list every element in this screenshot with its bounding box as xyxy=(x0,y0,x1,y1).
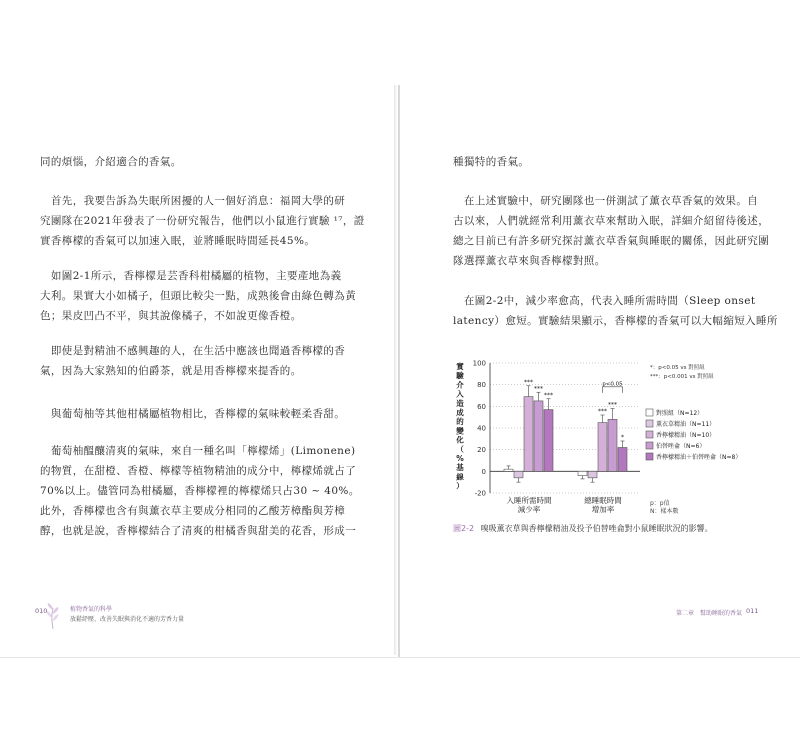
text-line: 種獨特的香氣。 xyxy=(453,156,530,168)
text-line: 的物質，在甜橙、香橙、檸檬等植物精油的成分中，檸檬烯就占了 xyxy=(40,465,357,477)
significance-mark: *** xyxy=(598,408,607,415)
significance-mark: *** xyxy=(544,391,553,399)
legend-swatch xyxy=(646,431,653,438)
right-paragraph-3 xyxy=(453,291,778,331)
y-axis-label-char: 化 xyxy=(456,435,464,445)
text-line: 首先，我要告訴為失眠所困擾的人一個好消息：福岡大學的研 xyxy=(40,195,346,207)
text-line: 葡萄柚醞釀清爽的氣味，來自一種名叫「檸檬烯」(Limonene) xyxy=(40,445,356,457)
text-line: 同的煩惱，介紹適合的香氣。 xyxy=(40,156,182,168)
left-paragraph-1 xyxy=(40,152,182,172)
y-axis-label-char: （ xyxy=(456,444,464,454)
legend-swatch xyxy=(646,453,653,460)
text-line: 與葡萄柚等其他柑橘屬植物相比，香檸檬的氣味較輕柔香甜。 xyxy=(40,408,346,420)
figure-number: 圖2-2 xyxy=(453,524,475,533)
legend-label: 香檸檬精油（N=10） xyxy=(656,432,716,439)
y-axis-label-char: % xyxy=(456,454,464,463)
page-bottom-edge xyxy=(0,657,800,658)
significance-bracket xyxy=(603,387,623,393)
y-tick-label: 80 xyxy=(477,381,486,390)
bar xyxy=(514,471,523,478)
left-paragraph-5 xyxy=(40,404,345,424)
left-paragraph-3 xyxy=(40,266,356,326)
book-subtitle: 放鬆紓壓、改善失眠與消化不適的芳香力量 xyxy=(70,616,185,623)
text-line: 70%以上。儘管同為柑橘屬，香檸檬裡的檸檬烯只占30 ~ 40%。 xyxy=(40,485,360,497)
y-axis-label-char: 驗 xyxy=(456,371,464,381)
category-label: 減少率 xyxy=(517,505,541,514)
left-paragraph-6 xyxy=(40,441,360,541)
left-page-gutter xyxy=(394,85,397,655)
y-axis-label-char: ） xyxy=(456,481,464,491)
y-axis-label-char: 的 xyxy=(456,417,464,427)
bar xyxy=(544,410,553,472)
y-axis-label-char: 介 xyxy=(456,380,464,390)
significance-mark: *** xyxy=(608,401,617,409)
category-label: 總睡眠時間 xyxy=(584,496,622,505)
right-paragraph-1 xyxy=(453,152,529,172)
bar xyxy=(608,419,617,471)
left-page-number: 010 xyxy=(35,607,48,615)
category-label: 入睡所需時間 xyxy=(506,496,552,505)
y-tick-label: 100 xyxy=(472,359,486,368)
significance-mark: *** xyxy=(534,385,543,393)
legend-label: 伯替唑侖（N=6） xyxy=(656,443,706,450)
text-line: 究團隊在2021年發表了一份研究報告，他們以小鼠進行實驗 ¹⁷，證 xyxy=(40,215,365,227)
text-line: 此外，香檸檬也含有與薰衣草主要成分相同的乙酸芳樟酯與芳樟 xyxy=(40,505,346,517)
book-title: 植物香氣的科學 xyxy=(70,606,113,613)
legend-swatch xyxy=(646,409,653,416)
text-line: 總之目前已有許多研究探討薰衣草香氣與睡眠的關係，因此研究團 xyxy=(453,235,770,247)
bar-chart xyxy=(450,355,760,520)
chart-note: N：樣本數 xyxy=(650,508,679,515)
text-line: 如圖2-1所示，香檸檬是芸香科柑橘屬的植物，主要產地為義 xyxy=(40,270,342,282)
significance-legend-item: ***：p<0.001 vs 對照組 xyxy=(650,374,714,380)
y-axis-label-char: 線 xyxy=(456,472,464,482)
right-paragraph-2 xyxy=(453,191,769,271)
left-paragraph-4 xyxy=(40,341,345,381)
legend-label: 香檸檬精油＋伯替唑侖（N=8） xyxy=(656,454,742,461)
left-paragraph-2 xyxy=(40,191,365,251)
y-tick-label: 60 xyxy=(477,402,486,411)
category-label: 增加率 xyxy=(591,505,615,514)
text-line: 醇，也就是說，香檸檬結合了清爽的柑橘香與甜美的花香，形成一 xyxy=(40,525,357,537)
y-axis-label-char: 實 xyxy=(456,362,464,371)
bar xyxy=(618,448,627,472)
text-line: 古以來，人們就經常利用薰衣草來幫助入眠，詳細介紹留待後述， xyxy=(453,215,770,227)
bracket-label: p<0.05 xyxy=(602,381,623,388)
bar xyxy=(588,471,597,478)
y-axis-label-char: 變 xyxy=(456,426,464,436)
bar xyxy=(598,423,607,472)
legend-label: 對照組（N=12） xyxy=(656,410,704,417)
y-tick-label: 40 xyxy=(477,424,486,433)
text-line: 在上述實驗中，研究團隊也一併測試了薰衣草香氣的效果。自 xyxy=(453,195,759,207)
y-axis-label-char: 成 xyxy=(456,408,464,417)
figure-caption-text: 嗅吸薰衣草與香檸檬精油及投予伯替唑侖對小鼠睡眠狀況的影響。 xyxy=(480,524,713,533)
text-line: 氣，因為大家熟知的伯爵茶，就是用香檸檬來提香的。 xyxy=(40,365,302,377)
chapter-title: 第二章 幫助睡眠的香氣 xyxy=(676,610,743,617)
significance-mark: *** xyxy=(524,378,533,386)
y-tick-label: 20 xyxy=(477,446,486,455)
text-line: 隊選擇薰衣草來與香檸檬對照。 xyxy=(453,255,606,267)
text-line: 實香檸檬的香氣可以加速入眠，並將睡眠時間延長45%。 xyxy=(40,235,316,247)
y-tick-label: -20 xyxy=(474,489,486,498)
y-axis-label-char: 基 xyxy=(456,463,464,473)
y-axis-label-char: 入 xyxy=(456,389,464,399)
right-page-number: 011 xyxy=(746,607,759,615)
bar xyxy=(534,401,543,471)
text-line: 色；果皮凹凸不平，與其說像橘子，不如說更像香橙。 xyxy=(40,310,302,322)
text-line: 大利。果實大小如橘子，但頭比較尖一點，成熟後會由綠色轉為黃 xyxy=(40,290,357,302)
book-spine xyxy=(398,85,400,657)
bar xyxy=(578,471,587,475)
text-line: latency）愈短。實驗結果顯示，香檸檬的香氣可以大幅縮短入睡所 xyxy=(453,315,778,327)
bar xyxy=(504,469,513,471)
significance-legend-item: *：p<0.05 vs 對照組 xyxy=(650,365,705,371)
bar xyxy=(524,397,533,472)
text-line: 即使是對精油不感興趣的人，在生活中應該也聞過香檸檬的香 xyxy=(40,345,346,357)
significance-mark: * xyxy=(621,434,624,441)
y-axis-label-char: 造 xyxy=(456,398,464,408)
legend-swatch xyxy=(646,420,653,427)
legend-swatch xyxy=(646,442,653,449)
chart-note: p：p值 xyxy=(650,500,670,507)
y-tick-label: 0 xyxy=(481,467,486,476)
figure-caption xyxy=(453,523,713,534)
legend-label: 薰衣草精油（N=11） xyxy=(656,421,716,428)
text-line: 在圖2-2中，減少率愈高，代表入睡所需時間（Sleep onset xyxy=(453,295,756,307)
